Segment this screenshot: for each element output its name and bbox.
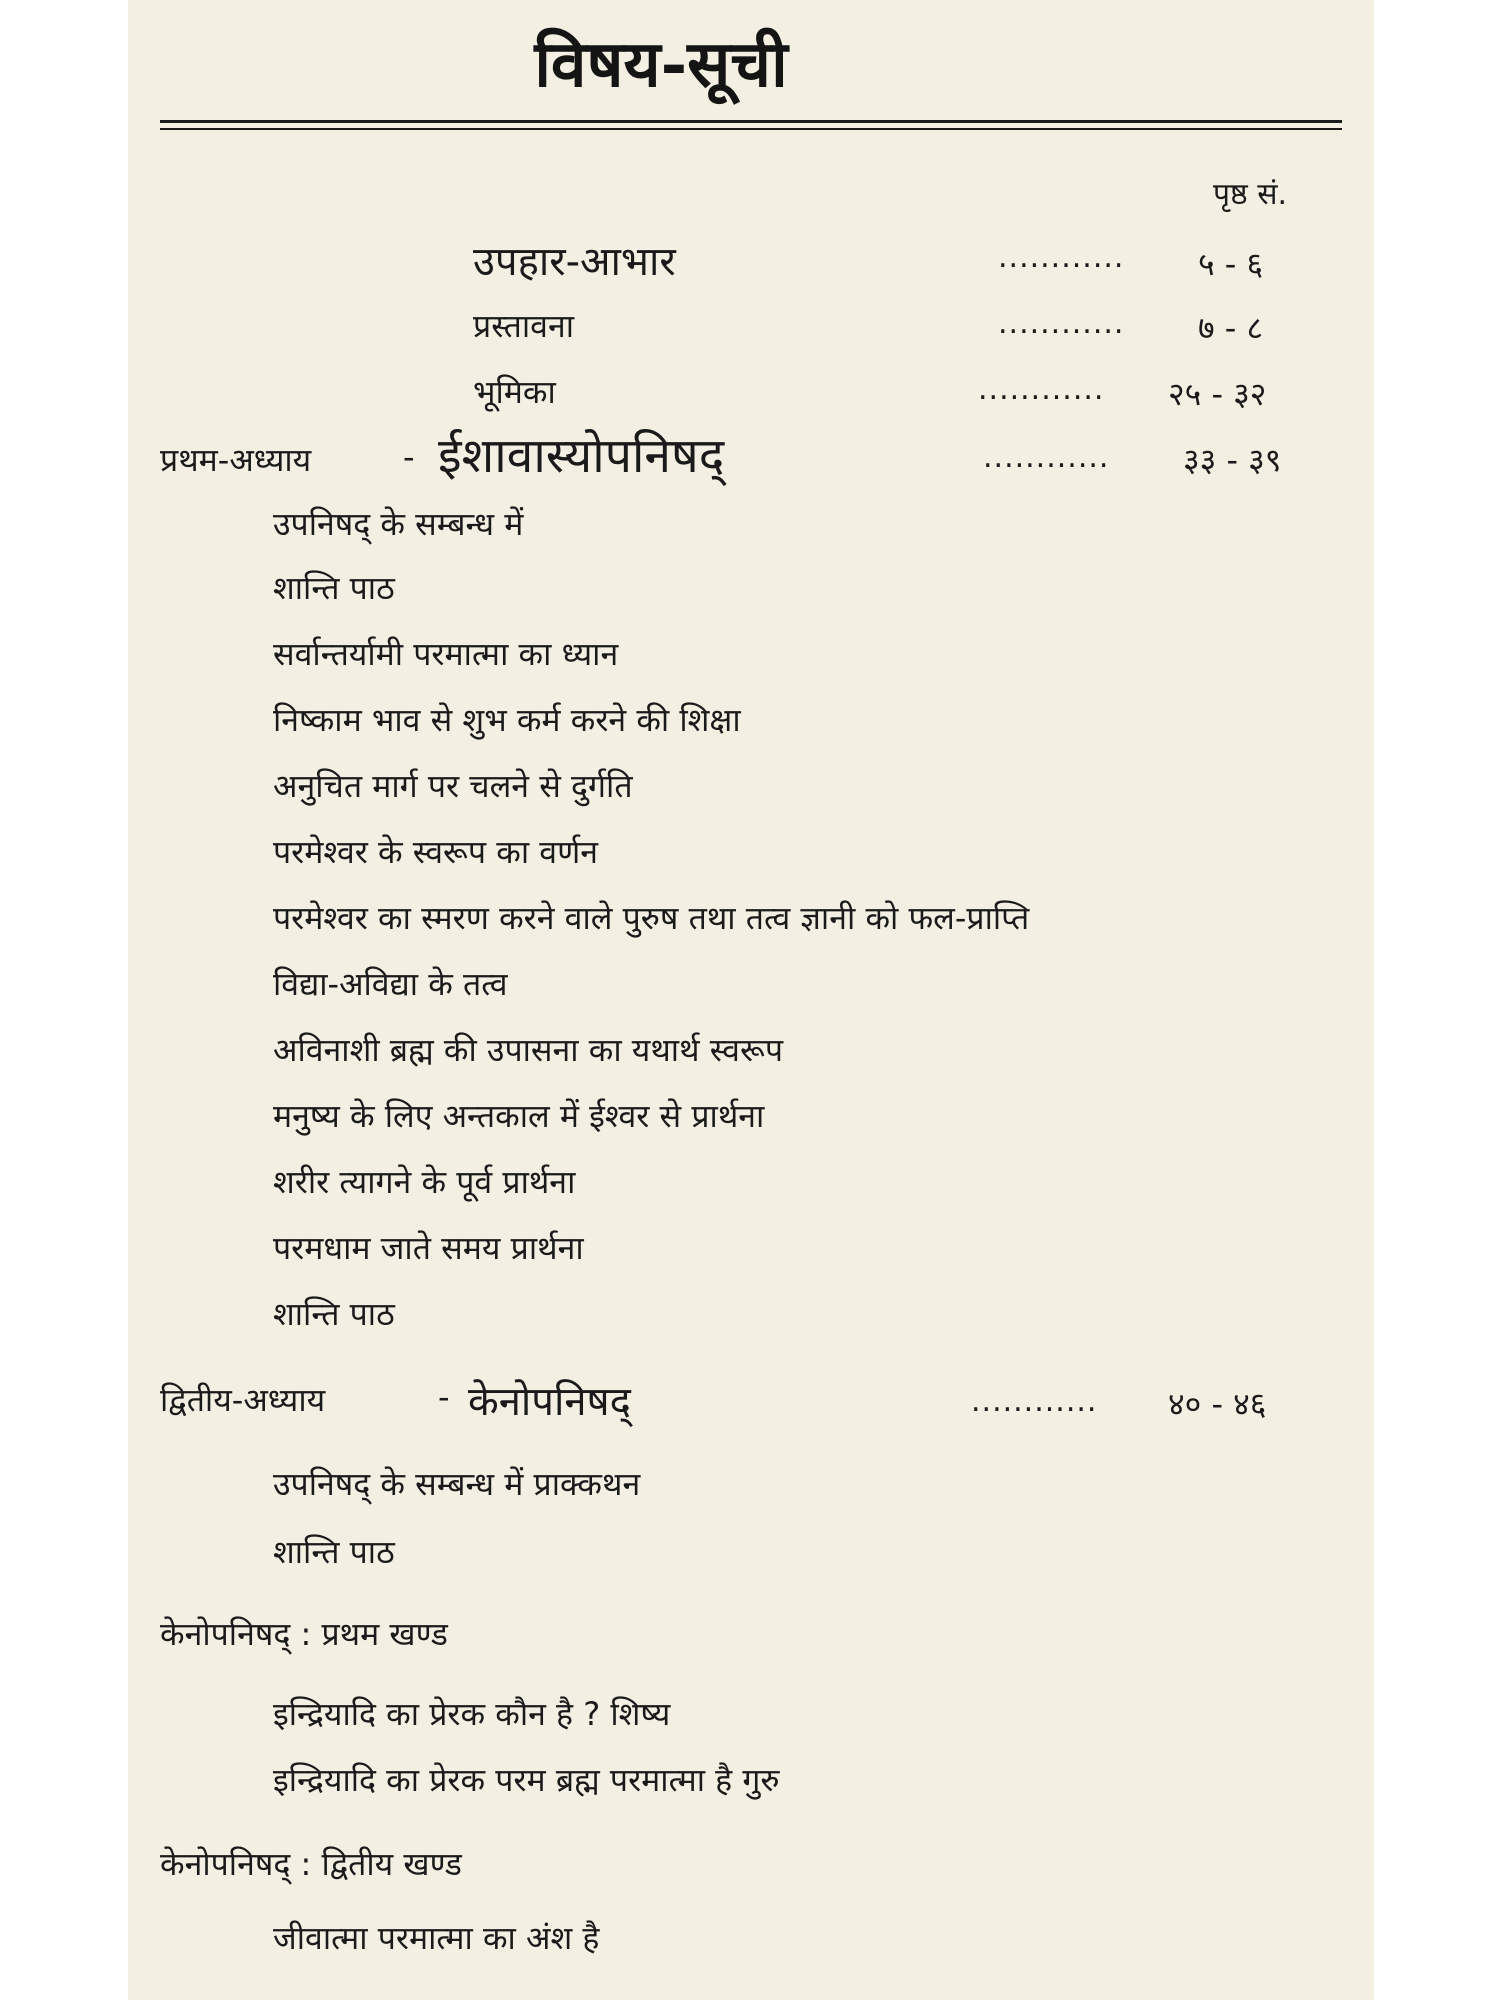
front-item-pages: ५ - ६ — [1198, 245, 1264, 283]
front-item-label: प्रस्तावना — [473, 307, 575, 345]
toc-item: अविनाशी ब्रह्म की उपासना का यथार्थ स्वरूप — [273, 1031, 783, 1069]
chapter-name: ईशावास्योपनिषद् — [438, 428, 725, 484]
chapter-name: केनोपनिषद् — [468, 1379, 631, 1425]
chapter-dash: - — [403, 438, 415, 476]
toc-item: परमेश्वर के स्वरूप का वर्णन — [273, 833, 598, 871]
chapter-label: द्वितीय-अध्याय — [160, 1381, 326, 1419]
toc-item: सर्वान्तर्यामी परमात्मा का ध्यान — [273, 635, 619, 673]
toc-item: शान्ति पाठ — [273, 1533, 395, 1571]
toc-item: इन्द्रियादि का प्रेरक परम ब्रह्म परमात्मा है गुरु — [273, 1761, 780, 1799]
section-heading: केनोपनिषद् : द्वितीय खण्ड — [160, 1845, 462, 1883]
chapter-pages: ३३ - ३९ — [1183, 441, 1282, 479]
page-title: विषय-सूची — [534, 27, 788, 102]
book-page — [128, 0, 1374, 2000]
toc-item: उपनिषद् के सम्बन्ध में — [273, 505, 524, 543]
front-item-pages: २५ - ३२ — [1168, 375, 1267, 413]
toc-item: परमेश्वर का स्मरण करने वाले पुरुष तथा तत्व ज्ञानी को फल-प्राप्ति — [273, 899, 1030, 937]
toc-item: परमधाम जाते समय प्रार्थना — [273, 1229, 584, 1267]
toc-item: जीवात्मा परमात्मा का अंश है — [273, 1919, 600, 1957]
chapter-dash: - — [438, 1378, 450, 1416]
section-heading: केनोपनिषद् : प्रथम खण्ड — [160, 1615, 448, 1653]
title-rule-bottom — [160, 128, 1342, 130]
toc-item: मनुष्य के लिए अन्तकाल में ईश्वर से प्रार्थना — [273, 1097, 765, 1135]
toc-item: विद्या-अविद्या के तत्व — [273, 965, 508, 1003]
dot-leader: ............ — [998, 240, 1125, 275]
chapter-label: प्रथम-अध्याय — [160, 441, 312, 479]
toc-item: अनुचित मार्ग पर चलने से दुर्गति — [273, 767, 633, 805]
toc-item: शान्ति पाठ — [273, 569, 395, 607]
dot-leader: ............ — [998, 306, 1125, 341]
front-item-label: भूमिका — [473, 373, 556, 411]
front-item-pages: ७ - ८ — [1198, 309, 1264, 347]
chapter-pages: ४० - ४६ — [1168, 1385, 1267, 1423]
toc-item: इन्द्रियादि का प्रेरक कौन है ? शिष्य — [273, 1695, 671, 1733]
dot-leader: ............ — [983, 440, 1110, 475]
toc-item: शरीर त्यागने के पूर्व प्रार्थना — [273, 1163, 576, 1201]
front-item-label: उपहार-आभार — [473, 239, 676, 285]
page-number-header: पृष्ठ सं. — [1213, 177, 1288, 212]
toc-item: उपनिषद् के सम्बन्ध में प्राक्कथन — [273, 1465, 641, 1503]
dot-leader: ............ — [971, 1384, 1098, 1419]
title-rule-top — [160, 120, 1342, 123]
dot-leader: ............ — [978, 372, 1105, 407]
toc-item: निष्काम भाव से शुभ कर्म करने की शिक्षा — [273, 701, 741, 739]
toc-item: शान्ति पाठ — [273, 1295, 395, 1333]
